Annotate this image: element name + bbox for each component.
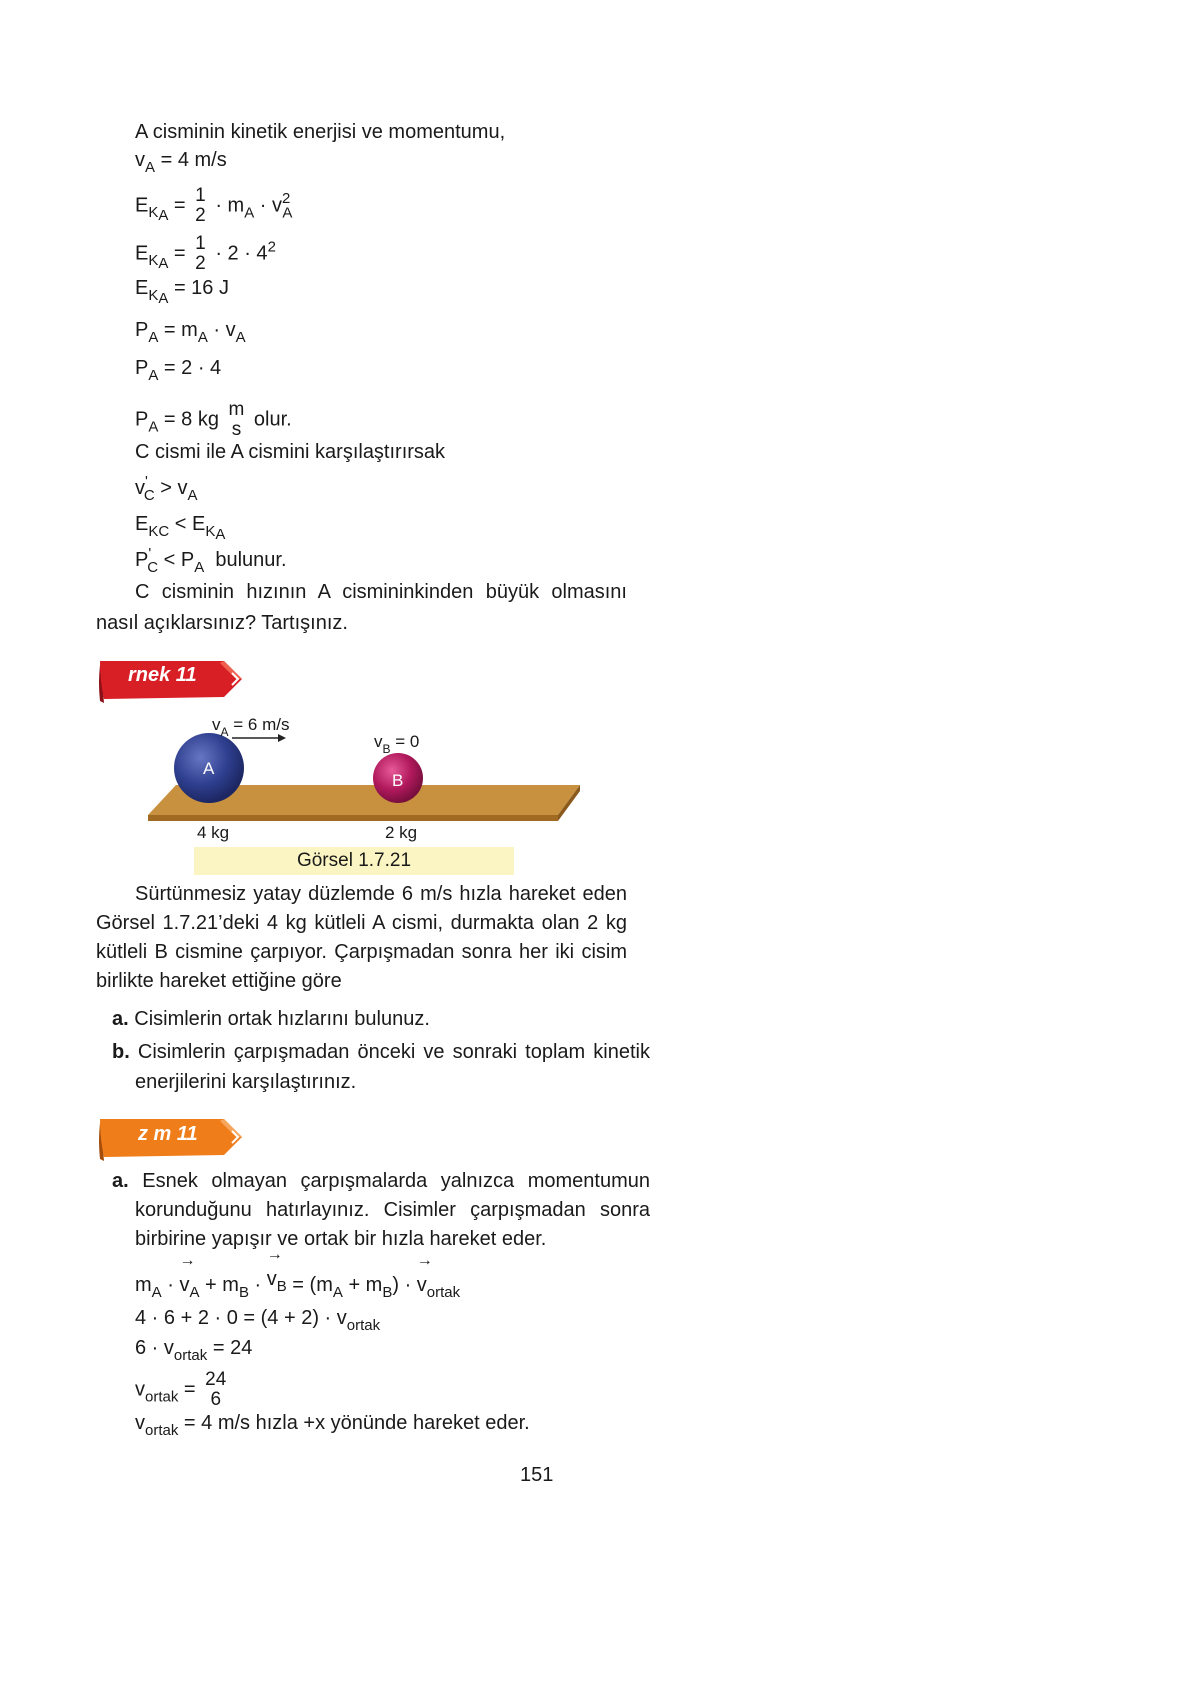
eq-pa-3: $P_A = 8$ kg m s olur. [135,399,292,440]
ornek-ribbon [96,657,246,703]
eq-cmp-3: $P'_C < P_A$ bulunur. [135,545,287,576]
cozum-ribbon [96,1115,246,1161]
eq-pa-2: $P_A = 2 \cdot 4$ [135,357,222,384]
eq-numeric: $4 \cdot 6 + 2 \cdot 0 = (4 + 2) \cdot v_{ortak}$ [135,1307,381,1334]
question-a: a. Cisimlerin ortak hızlarını bulunuz. [112,1008,430,1030]
figure-caption: Görsel 1.7.21 [194,847,514,875]
page-number: 151 [520,1464,554,1486]
fraction-m-per-s: m s [228,399,245,440]
compare-line: C cismi ile A cismini karşılaştırırsak [135,441,446,463]
eq-pa-1: $P_A = m_A \cdot v_A$ [135,319,246,346]
cozum-label: z m 11 [138,1123,198,1145]
mass-b: 2 kg [385,823,418,842]
ball-a-label: A [203,759,215,778]
discussion-question: C cisminin hızının A cismininkinden büyük olmasını nasıl açıklarsınız? Tartışınız. [96,581,627,634]
mass-a: 4 kg [197,823,230,842]
eq-fraction: $v_{ortak}$ = 24 6 [135,1369,227,1410]
eq-va: $v_A = 4$ m/s [135,149,227,176]
ornek-label: rnek 11 [128,664,197,686]
collision-figure [140,705,590,845]
eq-eka-3: $E_{K_A} = 16$ J [135,277,229,307]
eq-result: $v_{ortak} = 4$ m/s hızla +x yönünde hareket eder. [135,1412,530,1439]
question-b: b. Cisimlerin çarpışmadan önceki ve sonraki toplam kinetik enerjilerini karşılaştırınız. [112,1041,650,1093]
fraction-half: 1 2 [195,185,206,226]
eq-eka-1: $E_{K_A}$ = 1 2 · $m_A \cdot v^2_A$ [135,185,293,226]
label-vb: $v_B = 0$ [374,732,420,756]
fraction-half: 1 2 [195,233,206,274]
eq-eka-2: $E_{K_A}$ = 1 2 · $2 \cdot 4^2$ [135,233,276,274]
ball-b-label: B [392,771,404,790]
solution-a: a. Esnek olmayan çarpışmalarda yalnızca momentumun korunduğunu hatırlayınız. Cisimler çarpışmadan sonra birbirine yapışır ve ortak bir hızla hareket eder. [112,1170,650,1250]
eq-cmp-2: $E_{KC} < E_{K_A}$ [135,513,226,543]
eq-cmp-1: $v'_C > v_A$ [135,473,198,504]
problem-paragraph: Sürtünmesiz yatay düzlemde 6 m/s hızla hareket eden Görsel 1.7.21’deki 4 kg kütleli A cismi, durmakta olan 2 kg kütleli B cismine çarpıyor. Çarpışmadan sonra her iki cisim birlikte hareket ettiğine göre [96,883,627,992]
eq-simplified: $6 \cdot v_{ortak} = 24$ [135,1337,253,1364]
fraction-24-6: 24 6 [205,1369,227,1410]
label-va: $v_A = 6$ m/s [212,715,290,739]
eq-momentum: $m_A$ · → $v_A + m_B$ · → vB = $(m_A + m_B)$ · → $v_{ortak}$ [135,1273,460,1297]
intro-line: A cisminin kinetik enerjisi ve momentumu, [135,121,506,143]
